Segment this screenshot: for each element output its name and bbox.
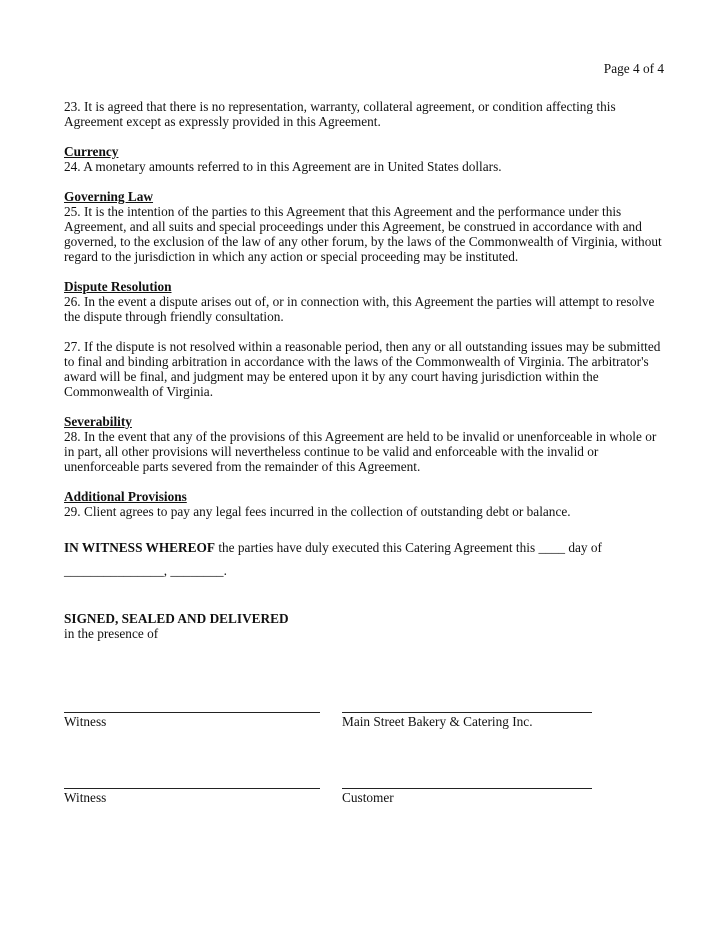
signature-company (342, 712, 592, 729)
signature-label: Customer (342, 790, 394, 805)
signature-line (342, 788, 592, 789)
signature-line (342, 712, 592, 713)
signature-customer (342, 788, 592, 805)
date-line: _______________, ________. (64, 563, 227, 578)
signed-block (64, 611, 664, 641)
witness-clause-bold: IN WITNESS WHEREOF (64, 540, 215, 555)
signature-label: Witness (64, 714, 107, 729)
clause-24: 24. A monetary amounts referred to in this Agreement are in United States dollars. (64, 159, 502, 174)
section-heading-currency: Currency (64, 144, 119, 159)
clause-26: 26. In the event a dispute arises out of, or in connection with, this Agreement the parties will attempt to resolve the dispute through friendly consultation. (64, 294, 655, 324)
signature-label: Witness (64, 790, 107, 805)
signature-witness-2 (64, 788, 320, 805)
signed-subtitle: in the presence of (64, 626, 159, 641)
agreement-body (64, 99, 664, 641)
section-heading-dispute-resolution: Dispute Resolution (64, 279, 172, 294)
clause-23: 23. It is agreed that there is no representation, warranty, collateral agreement, or condition affecting this Agreement except as expressly provided in this Agreement. (64, 99, 616, 129)
signature-line (64, 712, 320, 713)
section-currency (64, 144, 664, 174)
signature-label: Main Street Bakery & Catering Inc. (342, 714, 533, 729)
signature-line (64, 788, 320, 789)
clause-27: 27. If the dispute is not resolved within a reasonable period, then any or all outstanding issues may be submitted to final and binding arbitration in accordance with the laws of the Commonwealth of Virginia. The arbitrator's award will be final, and judgment may be entered upon it by any court having jurisdiction within the Commonwealth of Virginia. (64, 339, 661, 399)
witness-clause-text: the parties have duly executed this Catering Agreement this ____ day of (215, 540, 602, 555)
clause-25: 25. It is the intention of the parties to this Agreement that this Agreement and the performance under this Agreement, and all suits and special proceedings under this Agreement, be construed in accordance with and governed, to the exclusion of the law of any other forum, by the laws of the Commonwealth of Virginia, without regard to the jurisdiction in which any action or special proceeding may be instituted. (64, 204, 662, 264)
section-governing-law (64, 189, 664, 264)
witness-clause (64, 540, 664, 555)
section-heading-additional-provisions: Additional Provisions (64, 489, 187, 504)
clause-28: 28. In the event that any of the provisions of this Agreement are held to be invalid or unenforceable in whole or in part, all other provisions will nevertheless continue to be valid and enforceable with the invalid or unenforceable parts severed from the remainder of this Agreement. (64, 429, 657, 474)
section-heading-severability: Severability (64, 414, 132, 429)
section-severability (64, 414, 664, 474)
clause-29: 29. Client agrees to pay any legal fees incurred in the collection of outstanding debt or balance. (64, 504, 571, 519)
signature-witness-1 (64, 712, 320, 729)
section-additional-provisions (64, 489, 664, 519)
page-number: Page 4 of 4 (603, 61, 664, 76)
signed-title: SIGNED, SEALED AND DELIVERED (64, 611, 289, 626)
section-dispute-resolution (64, 279, 664, 324)
section-heading-governing-law: Governing Law (64, 189, 154, 204)
